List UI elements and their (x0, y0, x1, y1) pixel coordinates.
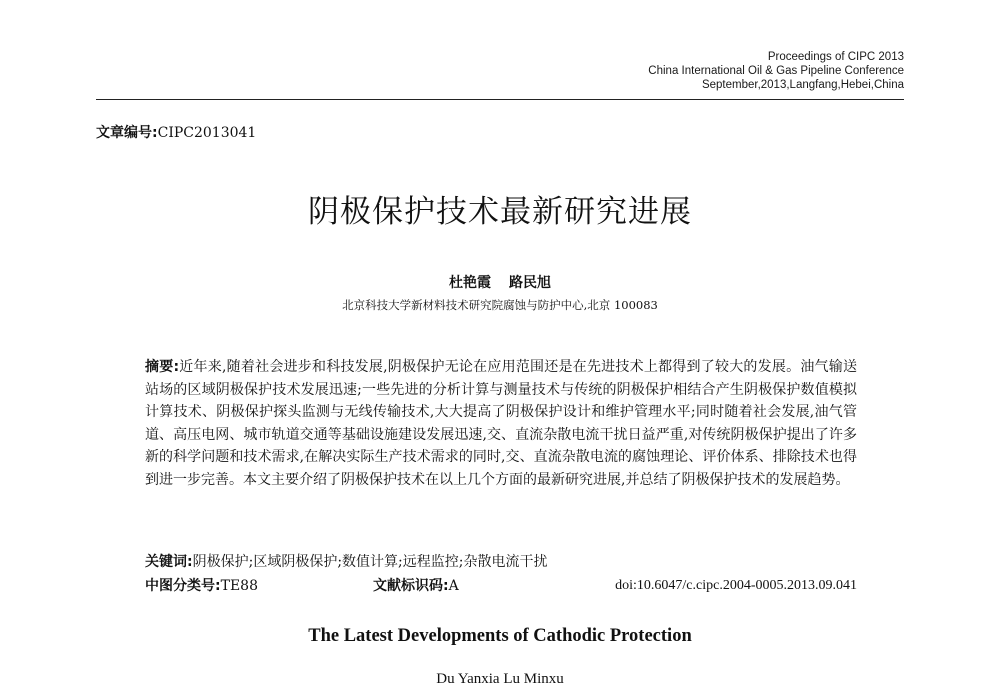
article-number (96, 124, 256, 142)
header-line-3: September,2013,Langfang,Hebei,China (701, 79, 904, 91)
clc-label: 中图分类号: (145, 578, 221, 594)
abstract-text: 近年来,随着社会进步和科技发展,阴极保护无论在应用范围还是在先进技术上都得到了较大的发展。油气输送站场的区域阴极保护技术发展迅速;一些先进的分析计算与测量技术与传统的阴极保护相结合产生阴极保护数值模拟计算技术、阴极保护探头监测与无线传输技术,大大提高了阴极保护设计和维护管理水平;同时随着社会发展,油气管道、高压电网、城市轨道交通等基础设施建设发展迅速,交、直流杂散电流干扰日益严重,对传统阴极保护提出了许多新的科学问题和技术需求,在解决实际生产技术需求的同时,交、直流杂散电流的腐蚀理论、评价体系、排除技术也得到进一步完善。本文主要介绍了阴极保护技术在以上几个方面的最新研究进展,并总结了阴极保护技术的发展趋势。 (145, 359, 857, 488)
keywords-text: 阴极保护;区域阴极保护;数值计算;远程监控;杂散电流干扰 (192, 554, 548, 570)
authors-chinese (0, 274, 1000, 292)
article-number-value: CIPC2013041 (157, 125, 257, 141)
author-1: 杜艳霞 (449, 275, 491, 291)
abstract-label: 摘要: (145, 359, 180, 375)
header-line-1: Proceedings of CIPC 2013 (767, 51, 904, 63)
abstract (145, 356, 857, 492)
document-code (373, 576, 459, 596)
paper-title-chinese: 阴极保护技术最新研究进展 (308, 194, 692, 230)
article-number-label: 文章编号: (96, 125, 158, 141)
keywords (145, 552, 857, 572)
clc-number (145, 576, 258, 596)
paper-title-english: The Latest Developments of Cathodic Protection (308, 626, 692, 646)
keywords-label: 关键词: (145, 554, 193, 570)
document-code-label: 文献标识码: (373, 578, 449, 594)
proceedings-header (648, 50, 904, 92)
classification-row (145, 576, 857, 596)
doi: doi:10.6047/c.cipc.2004-0005.2013.09.041 (615, 578, 857, 593)
authors-english: Du Yanxia Lu Minxu (436, 671, 564, 687)
header-divider (96, 99, 904, 100)
author-2: 路民旭 (509, 275, 551, 291)
affiliation-chinese: 北京科技大学新材料技术研究院腐蚀与防护中心,北京 100083 (342, 298, 658, 312)
header-line-2: China International Oil & Gas Pipeline Conference (648, 65, 904, 77)
document-code-value: A (448, 578, 459, 594)
clc-value: TE88 (220, 578, 258, 594)
